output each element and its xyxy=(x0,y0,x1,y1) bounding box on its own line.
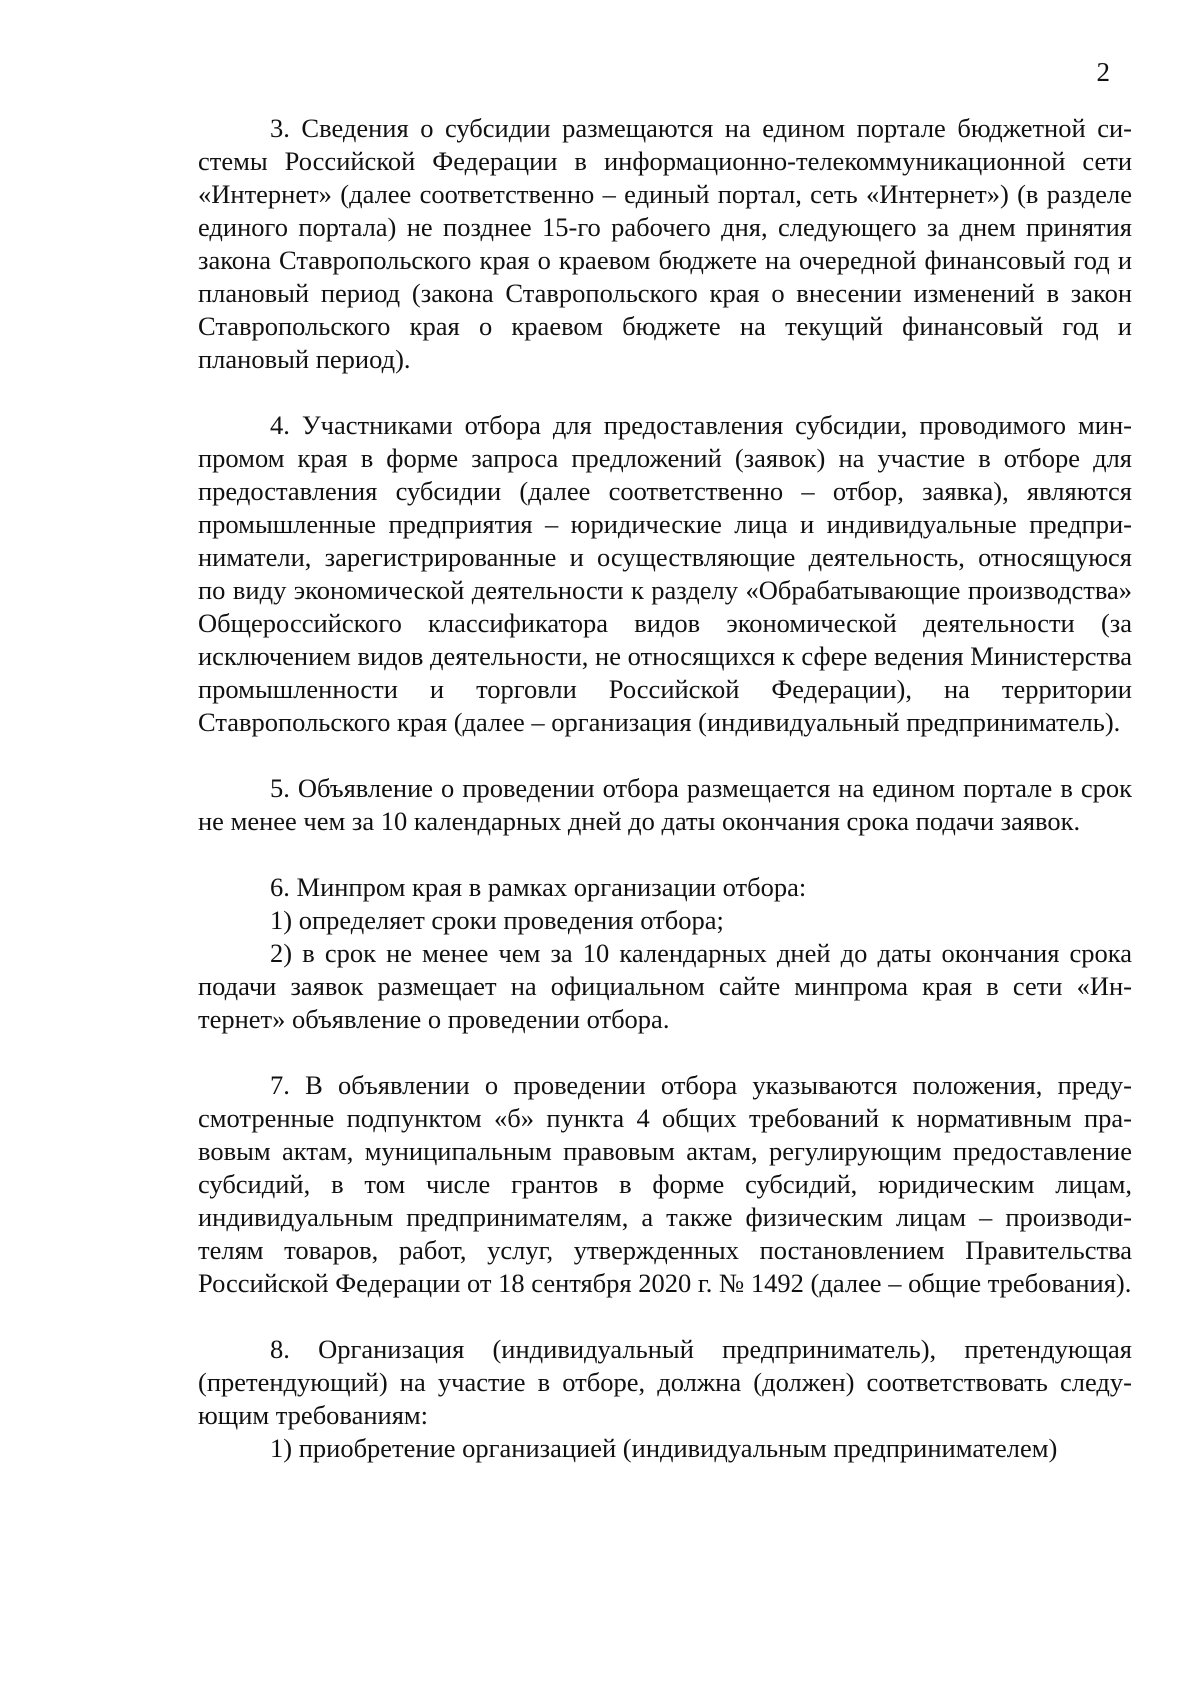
paragraph-4: 4. Участниками отбора для предоставления субсидии, проводимого минпромом края в форме запроса предложений (заявок) на участие в отборе для предоставления субсидии (далее соответственно – отбор, заявка), являются промышленные предприятия – юридические лица и индивидуальные предприниматели, зарегистрированные и осуществляющие деятельность, относящуюся по виду экономической деятельности к разделу «Обрабатывающие производства» Общероссийского классификатора видов экономической деятельности (за исключением видов деятельности, не относящихся к сфере ведения Министерства промышленности и торговли Российской Федерации), на территории Ставропольского края (далее – организация (индивидуальный предприниматель). xyxy=(198,410,1132,737)
page-number: 2 xyxy=(1096,57,1110,87)
paragraph-6: 6. Минпром края в рамках организации отбора: xyxy=(270,872,807,902)
paragraph-3: 3. Сведения о субсидии размещаются на едином портале бюджетной системы Российской Федерации в информационно-телекоммуникационной сети «Интернет» (далее соответственно – единый портал, сеть «Интернет») (в разделе единого портала) не позднее 15-го рабочего дня, следующего за днем принятия закона Ставропольского края о краевом бюджете на очередной финансовый год и плановый период (закона Ставропольского края о внесении изменений в закон Ставропольского края о краевом бюджете на текущий финансовый год и плановый период). xyxy=(198,113,1132,374)
paragraph-gap xyxy=(198,739,1132,772)
paragraph-5: 5. Объявление о проведении отбора размещается на едином портале в срок не менее чем за 10 календарных дней до даты окончания срока подачи заявок. xyxy=(198,773,1132,836)
paragraph-gap xyxy=(198,376,1132,409)
paragraph-gap xyxy=(198,1300,1132,1333)
paragraph-6-item-2: 2) в срок не менее чем за 10 календарных дней до даты окончания срока подачи заявок размещает на официальном сайте минпрома края в сети «Интернет» объявление о проведении отбора. xyxy=(198,938,1132,1034)
paragraph-gap xyxy=(198,1036,1132,1069)
paragraph-7: 7. В объявлении о проведении отбора указываются положения, предусмотренные подпунктом «б» пункта 4 общих требований к нормативным правовым актам, муниципальным правовым актам, регулирующим предоставление субсидий, в том числе грантов в форме субсидий, юридическим лицам, индивидуальным предпринимателям, а также физическим лицам – производителям товаров, работ, услуг, утвержденных постановлением Правительства Российской Федерации от 18 сентября 2020 г. № 1492 (далее – общие требования). xyxy=(198,1070,1132,1298)
document-body xyxy=(198,112,1132,1465)
paragraph-8-item-1: 1) приобретение организацией (индивидуальным предпринимателем) xyxy=(270,1433,1058,1463)
paragraph-gap xyxy=(198,838,1132,871)
paragraph-8: 8. Организация (индивидуальный предприниматель), претендующая (претендующий) на участие в отборе, должна (должен) соответствовать следующим требованиям: xyxy=(198,1334,1132,1430)
paragraph-6-item-1: 1) определяет сроки проведения отбора; xyxy=(270,905,724,935)
